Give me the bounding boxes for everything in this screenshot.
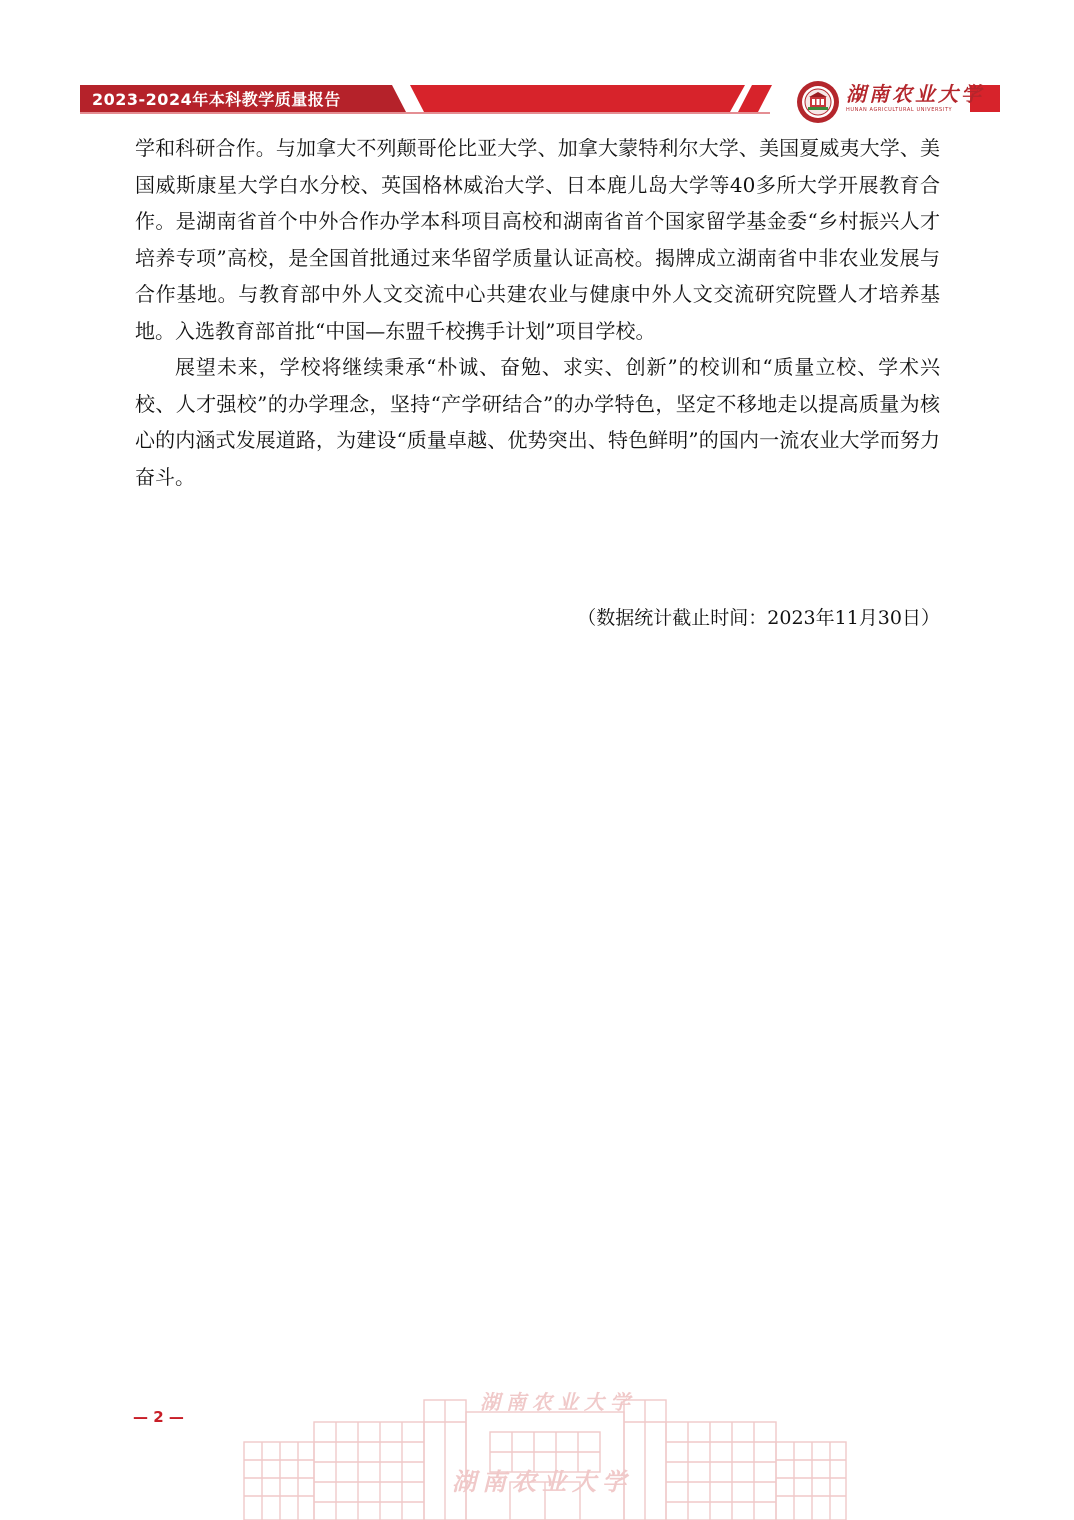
body-paragraph-1: 学和科研合作。与加拿大不列颠哥伦比亚大学、加拿大蒙特利尔大学、美国夏威夷大学、美国威斯康星大学白水分校、英国格林威治大学、日本鹿儿岛大学等40多所大学开展教育合作。是湖南省首个中外合作办学本科项目高校和湖南省首个国家留学基金委“乡村振兴人才培养专项”高校，是全国首批通过来华留学质量认证高校。揭牌成立湖南省中非农业发展与合作基地。与教育部中外人文交流中心共建农业与健康中外人文交流研究院暨人才培养基地。入选教育部首批“中国—东盟千校携手计划”项目学校。: [135, 136, 940, 343]
page-header: [0, 0, 1074, 130]
watermark-calligraphy-bottom: 湖南农业大学: [452, 1467, 632, 1496]
university-seal-icon: [796, 80, 840, 124]
watermark-calligraphy-top: 湖南农业大学: [480, 1390, 636, 1414]
page-content: [135, 130, 940, 495]
body-paragraph-2: 展望未来，学校将继续秉承“朴诚、奋勉、求实、创新”的校训和“质量立校、学术兴校、人才强校”的办学理念，坚持“产学研结合”的办学特色，坚定不移地走以提高质量为核心的内涵式发展道路，为建设“质量卓越、优势突出、特色鲜明”的国内一流农业大学而努力奋斗。: [135, 355, 940, 489]
university-logo-text: 湖南农业大学: [846, 82, 984, 106]
report-title: 2023-2024年本科教学质量报告: [92, 90, 341, 109]
data-cutoff-note: （数据统计截止时间：2023年11月30日）: [577, 607, 940, 629]
university-logo-subtext: HUNAN AGRICULTURAL UNIVERSITY: [846, 107, 953, 113]
page-number: — 2 —: [133, 1408, 184, 1426]
